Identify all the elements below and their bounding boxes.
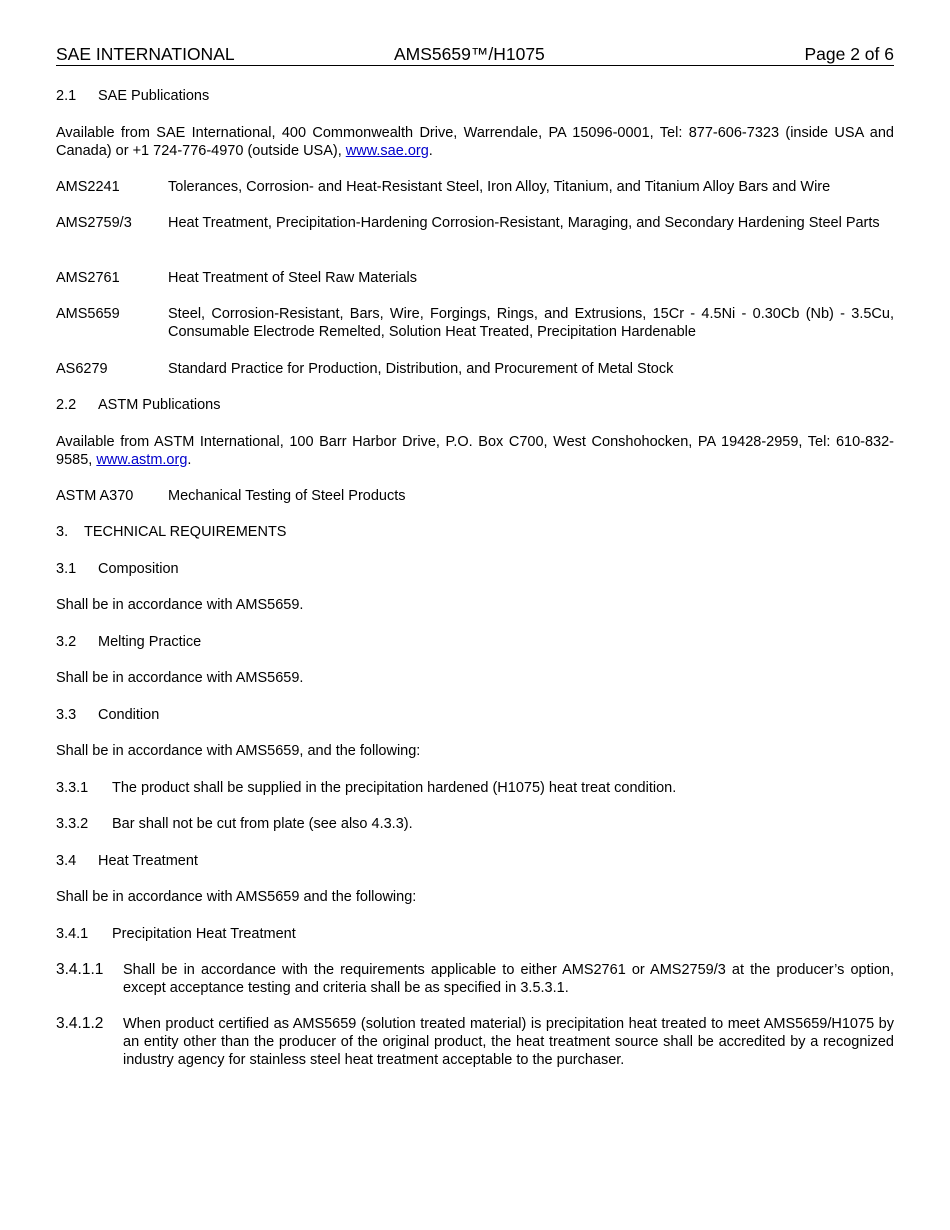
section-number-3-2: 3.2 bbox=[56, 634, 77, 650]
section-number-3-3-2: 3.3.2 bbox=[56, 816, 89, 832]
ref-title-ams5659: Steel, Corrosion-Resistant, Bars, Wire, Forgings, Rings, and Extrusions, 15Cr - 4.5Ni - 0.30Cb (Nb) - 3.5Cu, Consumable Electrode Remelted, Solution Heat Treated, Precipitation Hardenable bbox=[168, 306, 894, 340]
header-page-number: Page 2 of 6 bbox=[804, 44, 894, 64]
page-header bbox=[56, 44, 894, 66]
ref-code-ams5659: AMS5659 bbox=[56, 306, 120, 322]
astm-availability bbox=[56, 433, 894, 469]
ref-code-astm-a370: ASTM A370 bbox=[56, 488, 134, 504]
section-text-3-2: Shall be in accordance with AMS5659. bbox=[56, 670, 304, 686]
ref-title-ams2761: Heat Treatment of Steel Raw Materials bbox=[168, 270, 418, 286]
ref-title-ams2759-3: Heat Treatment, Precipitation-Hardening Corrosion-Resistant, Maraging, and Secondary Hardening Steel Parts bbox=[168, 215, 880, 231]
astm-link[interactable]: www.astm.org bbox=[96, 452, 188, 468]
section-text-3-3-2: Bar shall not be cut from plate (see also 4.3.3). bbox=[112, 816, 413, 832]
ref-title-ams2241: Tolerances, Corrosion- and Heat-Resistant Steel, Iron Alloy, Titanium, and Titanium Alloy Bars and Wire bbox=[168, 179, 831, 195]
section-text-3-1: Shall be in accordance with AMS5659. bbox=[56, 597, 304, 613]
section-number-3-4-1-2: 3.4.1.2 bbox=[56, 1015, 104, 1032]
section-number-3-1: 3.1 bbox=[56, 561, 77, 577]
section-text-3-4-1-1: Shall be in accordance with the requirements applicable to either AMS2761 or AMS2759/3 at the producer’s option, except acceptance testing and criteria shall be as specified in 3.5.3.1. bbox=[123, 962, 894, 996]
astm-availability-text: Available from ASTM International, 100 Barr Harbor Drive, P.O. Box C700, West Conshohocken, PA 19428-2959, Tel: 610-832-9585, bbox=[56, 434, 894, 468]
section-text-3-3: Shall be in accordance with AMS5659, and the following: bbox=[56, 743, 421, 759]
ref-title-as6279: Standard Practice for Production, Distribution, and Procurement of Metal Stock bbox=[168, 361, 674, 377]
sae-link[interactable]: www.sae.org bbox=[345, 143, 429, 159]
ref-code-as6279: AS6279 bbox=[56, 361, 108, 377]
astm-availability-end: . bbox=[187, 452, 192, 468]
section-number-2-2: 2.2 bbox=[56, 397, 77, 413]
section-title-3-4-1: Precipitation Heat Treatment bbox=[112, 926, 296, 942]
section-text-3-4-1-2: When product certified as AMS5659 (solution treated material) is precipitation heat treated to meet AMS5659/H1075 by an entity other than the producer of the original product, the heat treatment source shall be accredited by a recognized industry agency for stainless steel heat treatment acceptable to the purchaser. bbox=[123, 1016, 894, 1068]
ref-title-astm-a370: Mechanical Testing of Steel Products bbox=[168, 488, 406, 504]
section-number-3: 3. bbox=[56, 524, 69, 540]
section-title-3: TECHNICAL REQUIREMENTS bbox=[84, 524, 287, 540]
section-number-2-1: 2.1 bbox=[56, 88, 77, 104]
section-title-3-1: Composition bbox=[98, 561, 179, 577]
header-doc-id: AMS5659™/H1075 bbox=[394, 44, 545, 64]
section-title-3-4: Heat Treatment bbox=[98, 853, 198, 869]
ref-code-ams2759-3: AMS2759/3 bbox=[56, 215, 132, 231]
sae-availability-end: . bbox=[428, 143, 433, 159]
sae-availability bbox=[56, 124, 894, 160]
section-number-3-4-1-1: 3.4.1.1 bbox=[56, 961, 104, 978]
header-org: SAE INTERNATIONAL bbox=[56, 44, 235, 64]
section-number-3-3: 3.3 bbox=[56, 707, 77, 723]
sae-availability-text: Available from SAE International, 400 Commonwealth Drive, Warrendale, PA 15096-0001, Tel: 877-606-7323 (inside USA and Canada) or +1 724-776-4970 (outside USA), bbox=[56, 125, 894, 159]
ref-code-ams2241: AMS2241 bbox=[56, 179, 120, 195]
section-title-3-3: Condition bbox=[98, 707, 160, 723]
section-title-3-2: Melting Practice bbox=[98, 634, 202, 650]
section-number-3-3-1: 3.3.1 bbox=[56, 780, 89, 796]
section-text-3-4: Shall be in accordance with AMS5659 and the following: bbox=[56, 889, 417, 905]
section-number-3-4: 3.4 bbox=[56, 853, 77, 869]
ref-code-ams2761: AMS2761 bbox=[56, 270, 120, 286]
section-text-3-3-1: The product shall be supplied in the precipitation hardened (H1075) heat treat condition. bbox=[112, 780, 677, 796]
section-title-2-2: ASTM Publications bbox=[98, 397, 221, 413]
section-number-3-4-1: 3.4.1 bbox=[56, 926, 89, 942]
section-title-2-1: SAE Publications bbox=[98, 88, 210, 104]
